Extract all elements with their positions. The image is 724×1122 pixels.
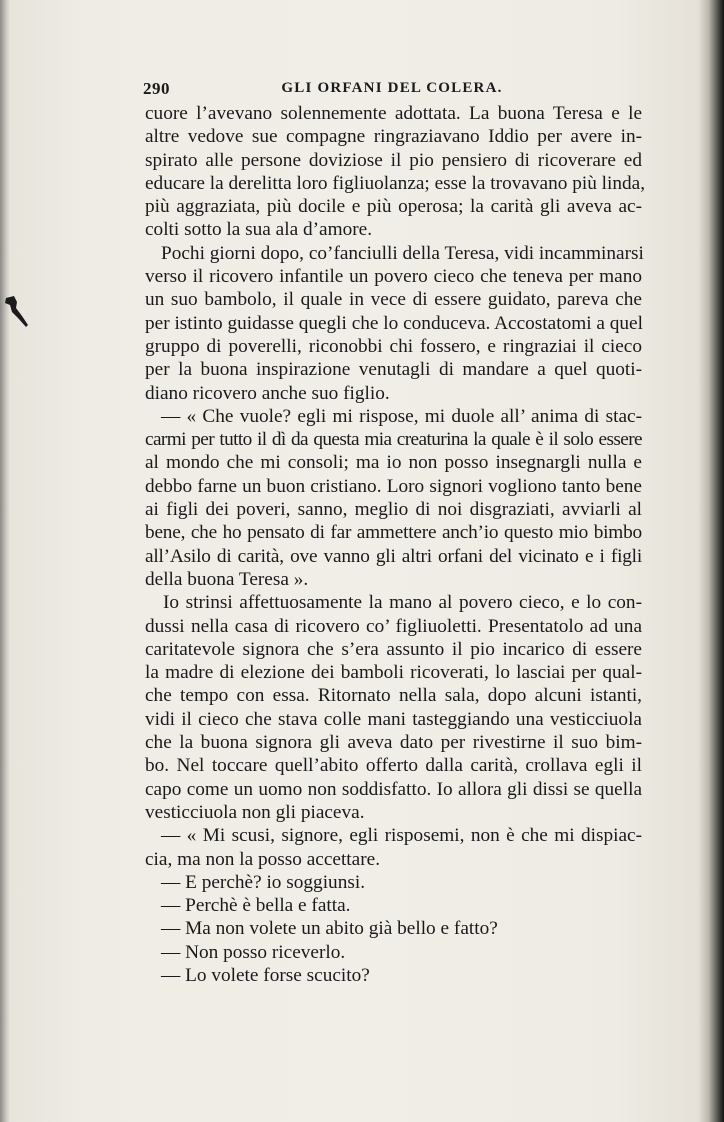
text-line: più aggraziata, più docile e più operosa; la carità gli aveva ac-	[145, 196, 642, 218]
text-line: bene, che ho pensato di far ammettere anch’io questo mio bimbo	[145, 522, 642, 544]
text-line: ai figli dei poveri, sanno, meglio di noi disgraziati, avviarli al	[145, 499, 642, 521]
text-line: — « Mi scusi, signore, egli risposemi, non è che mi dispiac-	[161, 825, 642, 847]
text-line: all’Asilo di carità, ove vanno gli altri orfani del vicinato e i figli	[145, 545, 642, 567]
text-line: — E perchè? io soggiunsi.	[161, 871, 366, 893]
text-line: educare la derelitta loro figliuolanza; esse la trovavano più linda,	[145, 172, 646, 194]
text-line: carmi per tutto il dì da questa mia creaturina la quale è il solo essere	[145, 429, 642, 451]
binding-gutter-shadow	[0, 0, 10, 1122]
text-line: — Perchè è bella e fatta.	[161, 895, 351, 917]
text-line: per istinto guidasse quegli che lo conduceva. Accostatomi a quel	[145, 312, 643, 334]
text-line: Pochi giorni dopo, co’fanciulli della Teresa, vidi incamminarsi	[161, 242, 644, 264]
text-line: colti sotto la sua ala d’amore.	[145, 219, 373, 241]
text-line: diano ricovero anche suo figlio.	[145, 382, 390, 404]
body-text	[145, 102, 646, 987]
ink-blot-mark	[4, 294, 30, 328]
text-line: — Ma non volete un abito già bello e fatto?	[161, 918, 498, 940]
text-line: Io strinsi affettuosamente la mano al povero cieco, e lo con-	[163, 592, 642, 614]
running-title: GLI ORFANI DEL COLERA.	[281, 80, 503, 96]
text-line: cia, ma non la posso accettare.	[145, 848, 381, 870]
text-line: debbo farne un buon cristiano. Loro signori vogliono tanto bene	[145, 475, 642, 497]
text-line: un suo bambolo, il quale in vece di essere guidato, pareva che	[145, 289, 642, 311]
text-line: — « Che vuole? egli mi rispose, mi duole all’ anima di stac-	[161, 405, 642, 427]
text-line: capo come un uomo non soddisfatto. Io allora gli dissi se quella	[145, 778, 642, 800]
text-line: della buona Teresa ».	[145, 568, 309, 590]
text-line: verso il ricovero infantile un povero cieco che teneva per mano	[145, 266, 642, 288]
text-line: dussi nella casa di ricovero co’ figliuoletti. Presentatolo ad una	[145, 615, 642, 637]
text-line: la madre di elezione dei bamboli ricoverati, lo lasciai per qual-	[145, 662, 642, 684]
text-line: spirato alle persone doviziose il pio pensiero di ricoverare ed	[145, 149, 642, 171]
text-line: vidi il cieco che stava colle mani tasteggiando una vesticciuola	[145, 708, 642, 730]
text-line: caritatevole signora che s’era assunto il pio incarico di essere	[145, 638, 642, 660]
text-line: — Lo volete forse scucito?	[161, 964, 370, 986]
text-line: che tempo con essa. Ritornato nella sala, dopo alcuni istanti,	[145, 685, 642, 707]
text-line: che la buona signora gli aveva dato per rivestirne il suo bim-	[145, 732, 642, 754]
text-line: al mondo che mi consoli; ma io non posso insegnargli nulla e	[145, 452, 642, 474]
running-header	[143, 79, 641, 101]
text-line: altre vedove sue compagne ringraziavano Iddio per avere in-	[145, 126, 642, 148]
text-line: vesticciuola non gli piaceva.	[145, 801, 365, 823]
text-line: per la buona inspirazione venutagli di mandare a quel quoti-	[145, 359, 642, 381]
text-line: gruppo di poverelli, riconobbi chi fossero, e ringraziai il cieco	[145, 335, 642, 357]
text-line: cuore l’avevano solennemente adottata. La buona Teresa e le	[145, 103, 642, 124]
text-line: — Non posso riceverlo.	[161, 941, 346, 963]
page-edge-shadow	[698, 0, 724, 1122]
page-number: 290	[143, 79, 170, 98]
text-line: bo. Nel toccare quell’abito offerto dalla carità, crollava egli il	[145, 755, 642, 777]
